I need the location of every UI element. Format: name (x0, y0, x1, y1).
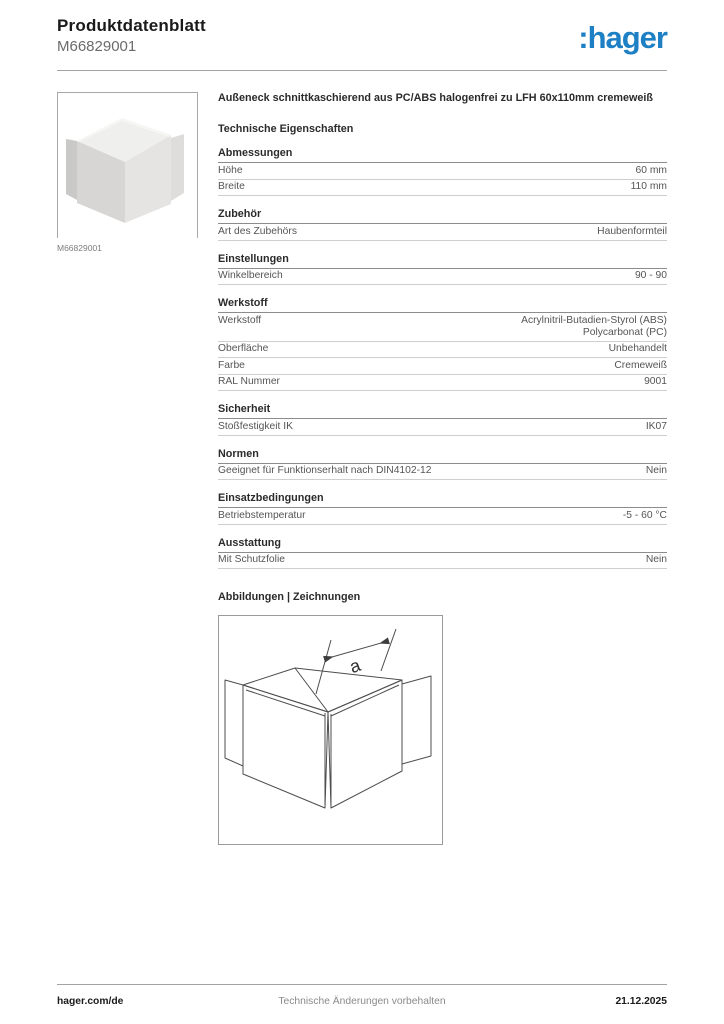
row-value: IK07 (645, 420, 667, 432)
section-heading: Abmessungen (218, 147, 667, 163)
row-label: RAL Nummer (218, 376, 280, 387)
table-row (218, 313, 667, 342)
footer (57, 996, 667, 1016)
corner-piece-render (58, 94, 197, 238)
row-value: Nein (645, 465, 667, 476)
table-row (218, 375, 667, 392)
table-row (218, 464, 667, 481)
table-row (218, 508, 667, 525)
product-description: Außeneck schnittkaschierend aus PC/ABS halogenfrei zu LFH 60x110mm cremeweiß (218, 92, 654, 104)
section-sicherheit (218, 403, 667, 436)
image-caption: M66829001 (57, 243, 102, 253)
section-heading: Sicherheit (218, 403, 667, 419)
footer-divider (57, 984, 667, 985)
technical-properties-title: Technische Eigenschaften (218, 123, 354, 135)
table-row (218, 342, 667, 359)
row-label: Winkelbereich (218, 270, 283, 281)
section-einsatzbedingungen (218, 492, 667, 525)
row-label: Höhe (218, 164, 243, 176)
drawings-section (218, 591, 667, 845)
row-label: Mit Schutzfolie (218, 554, 285, 565)
row-label: Betriebstemperatur (218, 509, 306, 521)
table-row (218, 358, 667, 375)
section-ausstattung (218, 537, 667, 570)
row-value (521, 315, 667, 339)
row-label: Stoßfestigkeit IK (218, 420, 293, 432)
drawings-heading: Abbildungen | Zeichnungen (218, 591, 361, 603)
table-row (218, 224, 667, 241)
footer-disclaimer: Technische Änderungen vorbehalten (278, 996, 446, 1007)
section-abmessungen (218, 147, 667, 196)
section-heading: Normen (218, 448, 667, 464)
row-value-line1: Acrylnitril-Butadien-Styrol (ABS) (521, 314, 667, 326)
row-label: Farbe (218, 359, 245, 371)
page-title: Produktdatenblatt (57, 16, 206, 35)
table-row (218, 419, 667, 436)
table-row (218, 163, 667, 180)
row-value: Nein (645, 554, 667, 565)
footer-website-link[interactable]: hager.com/de (57, 996, 124, 1007)
row-value: 90 - 90 (634, 270, 667, 281)
content-column (218, 92, 667, 845)
row-value: Haubenformteil (597, 225, 667, 237)
header-divider (57, 70, 667, 71)
row-value: -5 - 60 °C (622, 509, 667, 521)
header (57, 16, 667, 70)
section-einstellungen (218, 253, 667, 286)
row-value: Cremeweiß (614, 359, 667, 371)
section-heading: Werkstoff (218, 297, 667, 313)
product-id: M66829001 (57, 38, 137, 55)
row-label: Oberfläche (218, 343, 269, 354)
row-label: Breite (218, 181, 245, 192)
corner-piece-line-drawing (219, 616, 442, 844)
row-label: Geeignet für Funktionserhalt nach DIN4102-12 (218, 465, 432, 476)
footer-date: 21.12.2025 (615, 996, 667, 1007)
section-werkstoff (218, 297, 667, 391)
product-image (57, 92, 198, 238)
section-heading: Einstellungen (218, 253, 667, 269)
row-label: Werkstoff (218, 314, 262, 326)
row-value: Unbehandelt (608, 343, 667, 354)
section-heading: Zubehör (218, 208, 667, 224)
row-value: 9001 (644, 376, 667, 387)
table-row (218, 553, 667, 570)
row-value: 60 mm (635, 164, 667, 176)
section-heading: Einsatzbedingungen (218, 492, 667, 508)
dimension-label-a: a (346, 654, 364, 678)
section-normen (218, 448, 667, 481)
table-row (218, 180, 667, 197)
row-label: Art des Zubehörs (218, 225, 297, 237)
hager-logo: :hager (578, 20, 667, 55)
section-heading: Ausstattung (218, 537, 667, 553)
row-value-line2: Polycarbonat (PC) (582, 326, 667, 338)
technical-drawing (218, 615, 443, 845)
table-row (218, 269, 667, 286)
section-zubehoer (218, 208, 667, 241)
row-value: 110 mm (630, 181, 667, 192)
